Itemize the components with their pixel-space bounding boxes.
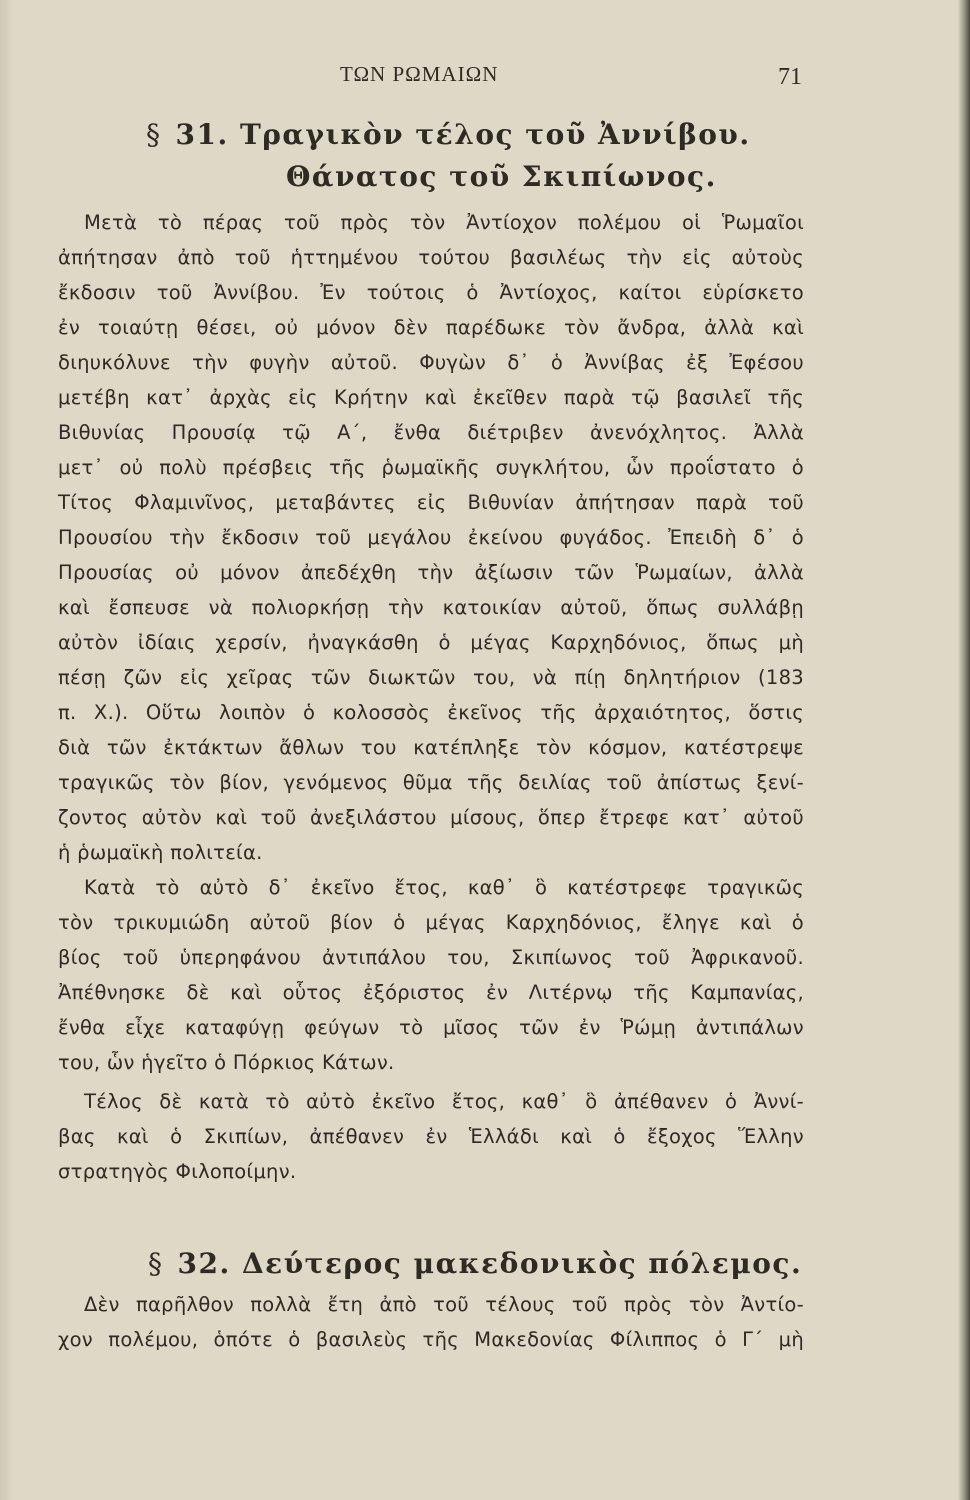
- text-line: βίος τοῦ ὑπερηφάνου ἀντιπάλου του, Σκιπίωνος τοῦ Ἀφρικανοῦ.: [58, 946, 804, 969]
- text-line: καὶ ἔσπευσε νὰ πολιορκήσῃ τὴν κατοικίαν αὐτοῦ, ὅπως συλλάβῃ: [58, 596, 804, 619]
- text-line: μετ᾽ οὐ πολὺ πρέσβεις τῆς ῥωμαϊκῆς συγκλήτου, ὧν προΐστατο ὁ: [58, 456, 804, 479]
- text-line: στρατηγὸς Φιλοποίμην.: [58, 1160, 297, 1183]
- text-line: Τίτος Φλαμινῖνος, μεταβάντες εἰς Βιθυνίαν ἀπήτησαν παρὰ τοῦ: [58, 491, 804, 514]
- text-line: Μετὰ τὸ πέρας τοῦ πρὸς τὸν Ἀντίοχον πολέμου οἱ Ῥωμαῖοι: [84, 211, 804, 234]
- text-line: ἔκδοσιν τοῦ Ἀννίβου. Ἐν τούτοις ὁ Ἀντίοχος, καίτοι εὑρίσκετο: [58, 281, 804, 304]
- section-heading-32: [148, 1247, 802, 1280]
- text-line: Προυσίας οὐ μόνον ἀπεδέχθη τὴν ἀξίωσιν τῶν Ῥωμαίων, ἀλλὰ: [58, 561, 804, 584]
- text-line: πέσῃ ζῶν εἰς χεῖρας τῶν διωκτῶν του, νὰ πίῃ δηλητήριον (183: [58, 666, 804, 689]
- text-line: ἔνθα εἶχε καταφύγῃ φεύγων τὸ μῖσος τῶν ἐν Ῥώμῃ ἀντιπάλων: [58, 1016, 804, 1039]
- section-heading-31-line-2: Θάνατος τοῦ Σκιπίωνος.: [286, 160, 717, 193]
- text-line: αὐτὸν ἰδίαις χερσίν, ἠναγκάσθη ὁ μέγας Καρχηδόνιος, ὅπως μὴ: [58, 631, 804, 654]
- page-edge-shadow: [958, 0, 970, 1500]
- text-line: ἀπήτησαν ἀπὸ τοῦ ἡττημένου τούτου βασιλέως τὴν εἰς αὐτοὺς: [58, 246, 804, 269]
- text-line: του, ὧν ἡγεῖτο ὁ Πόρκιος Κάτων.: [58, 1051, 395, 1074]
- text-line: βας καὶ ὁ Σκιπίων, ἀπέθανεν ἐν Ἑλλάδι καὶ ὁ ἔξοχος Ἕλλην: [58, 1125, 804, 1148]
- text-line: Ἀπέθνησκε δὲ καὶ οὗτος ἐξόριστος ἐν Λιτέρνῳ τῆς Καμπανίας,: [58, 981, 804, 1004]
- text-line: π. Χ.). Οὕτω λοιπὸν ὁ κολοσσὸς ἐκεῖνος τῆς ἀρχαιότητος, ὅστις: [58, 701, 804, 724]
- text-line: μετέβη κατ᾽ ἀρχὰς εἰς Κρήτην καὶ ἐκεῖθεν παρὰ τῷ βασιλεῖ τῆς: [58, 386, 804, 409]
- page-number: 71: [778, 64, 802, 90]
- text-line: ἡ ῥωμαϊκὴ πολιτεία.: [58, 841, 263, 864]
- section-mark: §: [148, 1247, 164, 1280]
- section-heading-31: [146, 118, 751, 151]
- text-line: χον πολέμου, ὁπότε ὁ βασιλεὺς τῆς Μακεδονίας Φίλιππος ὁ Γ΄ μὴ: [58, 1328, 804, 1351]
- text-line: τὸν τρικυμιώδη αὐτοῦ βίον ὁ μέγας Καρχηδόνιος, ἔληγε καὶ ὁ: [58, 911, 804, 934]
- text-line: τραγικῶς τὸν βίον, γενόμενος θῦμα τῆς δειλίας τοῦ ἀπίστως ξενί-: [58, 771, 804, 794]
- text-line: Βιθυνίας Προυσίᾳ τῷ Α΄, ἔνθα διέτριβεν ἀνενόχλητος. Ἀλλὰ: [58, 421, 804, 444]
- text-line: ζοντος αὐτὸν καὶ τοῦ ἀνεξιλάστου μίσους, ὅπερ ἔτρεφε κατ᾽ αὐτοῦ: [58, 806, 804, 829]
- text-line: Κατὰ τὸ αὐτὸ δ᾽ ἐκεῖνο ἔτος, καθ᾽ ὃ κατέστρεφε τραγικῶς: [84, 876, 804, 899]
- text-line: Τέλος δὲ κατὰ τὸ αὐτὸ ἐκεῖνο ἔτος, καθ᾽ ὃ ἀπέθανεν ὁ Ἀννί-: [84, 1090, 804, 1113]
- section-heading-31-line-1: 31. Τραγικὸν τέλος τοῦ Ἀννίβου.: [175, 118, 751, 151]
- text-line: Δὲν παρῆλθον πολλὰ ἔτη ἀπὸ τοῦ τέλους τοῦ πρὸς τὸν Ἀντίο-: [84, 1293, 804, 1316]
- text-line: ἐν τοιαύτῃ θέσει, οὐ μόνον δὲν παρέδωκε τὸν ἄνδρα, ἀλλὰ καὶ: [58, 316, 804, 339]
- section-heading-32-title: 32. Δεύτερος μακεδονικὸς πόλεμος.: [177, 1247, 803, 1280]
- page-gutter-shadow: [0, 0, 14, 1500]
- text-line: Προυσίου τὴν ἔκδοσιν τοῦ μεγάλου ἐκείνου φυγάδος. Ἐπειδὴ δ᾽ ὁ: [58, 526, 804, 549]
- text-line: διὰ τῶν ἐκτάκτων ἄθλων του κατέπληξε τὸν κόσμον, κατέστρεψε: [58, 736, 804, 759]
- running-head: ΤΩΝ ΡΩΜΑΙΩΝ: [340, 62, 499, 86]
- text-line: διηυκόλυνε τὴν φυγὴν αὐτοῦ. Φυγὼν δ᾽ ὁ Ἀννίβας ἐξ Ἐφέσου: [58, 351, 804, 374]
- section-mark: §: [146, 118, 162, 151]
